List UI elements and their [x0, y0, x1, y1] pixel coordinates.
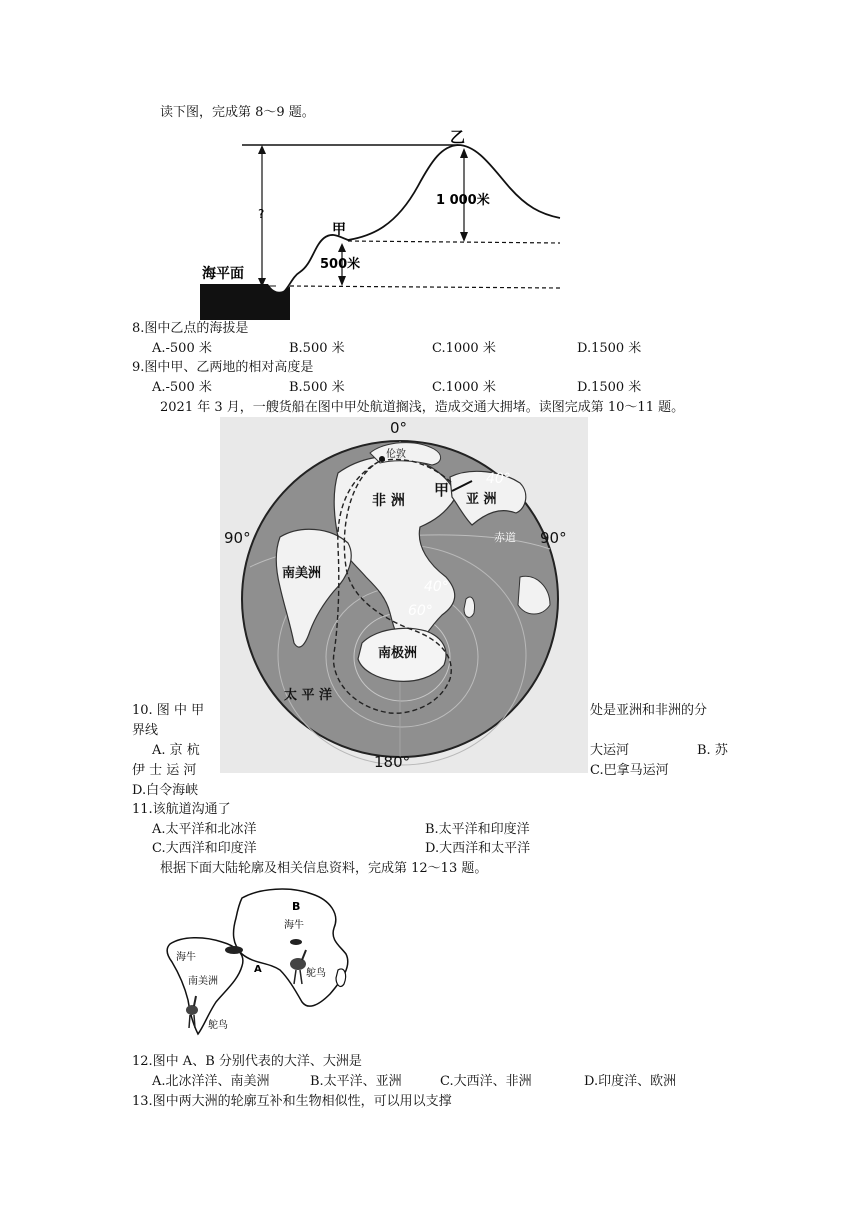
- q8-option-b[interactable]: B.500 米: [289, 341, 345, 356]
- label-1000m: 1 000米: [436, 193, 490, 208]
- asia-label: 亚 洲: [466, 492, 497, 507]
- label-500m: 500米: [320, 257, 361, 272]
- jia-level-dashed: [348, 241, 560, 243]
- q9-option-b[interactable]: B.500 米: [289, 380, 345, 395]
- label-jia: 甲: [332, 222, 346, 238]
- elevation-profile-figure: [196, 126, 562, 322]
- q12-option-d[interactable]: D.印度洋、欧洲: [584, 1074, 677, 1089]
- label-ostrich-africa: 鸵鸟: [306, 968, 326, 979]
- africa-outline: [234, 889, 348, 1006]
- london-dot: [379, 456, 385, 462]
- q11-option-c[interactable]: C.大西洋和印度洋: [152, 841, 257, 856]
- q10-option-a[interactable]: A. 京 杭: [152, 743, 200, 758]
- label-yi: 乙: [450, 128, 466, 146]
- q12-option-b[interactable]: B.太平洋、亚洲: [310, 1074, 402, 1089]
- south-america-label: 南美洲: [282, 566, 322, 581]
- q10-stem-part3: 界线: [132, 723, 159, 738]
- lat-40n-label: 40°: [486, 471, 511, 487]
- q8-option-d[interactable]: D.1500 米: [577, 341, 642, 356]
- intro-10-11: 2021 年 3 月，一艘货船在图中甲处航道搁浅，造成交通大拥堵。读图完成第 10～11 题。: [160, 400, 685, 415]
- pacific-label: 太 平 洋: [284, 688, 333, 703]
- continents-figure: [156, 884, 362, 1044]
- q13-stem: 13.图中两大洲的轮廓互补和生物相似性，可以用以支撑: [132, 1094, 452, 1109]
- meridian-right-90-label: 90°: [540, 529, 567, 547]
- q11-option-d[interactable]: D.大西洋和太平洋: [425, 841, 531, 856]
- london-label: 伦敦: [386, 449, 406, 460]
- antarctica-label: 南极洲: [378, 646, 418, 661]
- q9-stem: 9.图中甲、乙两地的相对高度是: [132, 360, 314, 375]
- q11-stem: 11.该航道沟通了: [132, 802, 231, 817]
- q10-option-d[interactable]: D.白令海峡: [132, 783, 199, 798]
- lat-40s-label: 40°: [424, 579, 449, 595]
- q12-option-a[interactable]: A.北冰洋洋、南美洲: [152, 1074, 270, 1089]
- label-sea-level: 海平面: [202, 266, 244, 282]
- equator-label: 赤道: [494, 531, 516, 544]
- q10-stem-part2: 处是亚洲和非洲的分: [590, 703, 708, 718]
- q10-option-a-cont[interactable]: 大运河: [590, 743, 630, 758]
- sea-level-dashed: [290, 286, 560, 288]
- q9-option-a[interactable]: A.-500 米: [152, 380, 212, 395]
- meridian-0-label: 0°: [390, 419, 408, 437]
- label-south-america: 南美洲: [188, 976, 218, 987]
- q11-option-b[interactable]: B.太平洋和印度洋: [425, 822, 530, 837]
- q8-stem: 8.图中乙点的海拔是: [132, 321, 249, 336]
- label-B: B: [292, 900, 301, 913]
- q9-option-c[interactable]: C.1000 米: [432, 380, 496, 395]
- label-A: A: [254, 964, 262, 975]
- sea-fill: [200, 284, 290, 320]
- q10-option-c[interactable]: C.巴拿马运河: [590, 763, 669, 778]
- intro-8-9: 读下图，完成第 8～9 题。: [160, 105, 315, 120]
- africa-label: 非 洲: [372, 493, 405, 509]
- intro-12-13: 根据下面大陆轮廓及相关信息资料，完成第 12～13 题。: [160, 861, 488, 876]
- meridian-left-90-label: 90°: [224, 529, 251, 547]
- label-manatee-africa: 海牛: [284, 920, 304, 931]
- manatee-icon: [290, 939, 302, 945]
- q8-option-c[interactable]: C.1000 米: [432, 341, 496, 356]
- jia-location-label: 甲: [434, 481, 450, 499]
- label-unknown: ?: [258, 207, 265, 221]
- q11-option-a[interactable]: A.太平洋和北冰洋: [152, 822, 257, 837]
- label-ostrich-samerica: 鸵鸟: [208, 1020, 228, 1031]
- meridian-180-label: 180°: [374, 753, 411, 771]
- q10-option-b-cont[interactable]: 伊 士 运 河: [132, 763, 197, 778]
- terrain-profile-line: [276, 145, 560, 296]
- q12-option-c[interactable]: C.大西洋、非洲: [440, 1074, 532, 1089]
- q12-stem: 12.图中 A、B 分别代表的大洋、大洲是: [132, 1054, 362, 1069]
- q9-option-d[interactable]: D.1500 米: [577, 380, 642, 395]
- q10-option-b[interactable]: B. 苏: [697, 743, 728, 758]
- lat-60s-label: 60°: [408, 603, 433, 619]
- q8-option-a[interactable]: A.-500 米: [152, 341, 212, 356]
- label-manatee-samerica: 海牛: [176, 952, 196, 963]
- manatee-icon: [225, 946, 243, 954]
- q10-stem-part1: 10. 图 中 甲: [132, 703, 205, 718]
- globe-map-figure: [220, 417, 588, 773]
